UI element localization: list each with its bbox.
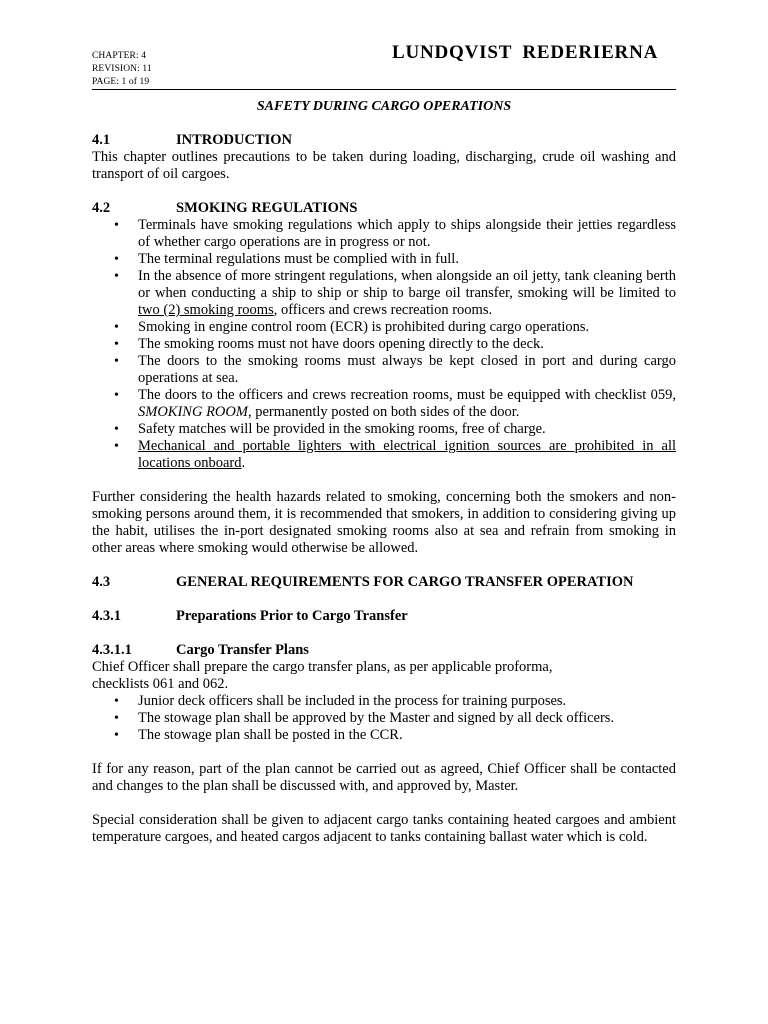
page-number-label: PAGE: 1 of 19 — [92, 77, 150, 87]
section-title: Cargo Transfer Plans — [176, 642, 309, 658]
italic-text: SMOKING ROOM — [138, 404, 248, 420]
section-number: 4.1 — [92, 132, 111, 148]
intro-paragraph: This chapter outlines precautions to be taken during loading, discharging, crude oil washing and transport of oil cargoes. — [92, 149, 676, 182]
section-heading-4-3-1-1 — [92, 642, 676, 659]
bullet-icon: • — [114, 439, 119, 454]
cargo-plan-list — [92, 693, 676, 744]
list-item: • Safety matches will be provided in the smoking rooms, free of charge. — [114, 421, 546, 437]
underlined-text: Mechanical and portable lighters with electrical ignition sources are prohibited in all locations onboard — [138, 438, 676, 471]
list-item: • Terminals have smoking regulations which apply to ships alongside their jetties regardless of whether cargo operations are in progress or not. — [114, 217, 676, 250]
section-title: SMOKING REGULATIONS — [176, 200, 358, 216]
smoking-rules-list — [92, 217, 676, 472]
list-item: • The terminal regulations must be complied with in full. — [114, 251, 459, 267]
list-item: • Smoking in engine control room (ECR) is prohibited during cargo operations. — [114, 319, 590, 335]
bullet-icon: • — [114, 388, 119, 403]
page-title: SAFETY DURING CARGO OPERATIONS — [256, 99, 512, 114]
list-item: • Junior deck officers shall be included in the process for training purposes. — [114, 693, 567, 709]
section-title: GENERAL REQUIREMENTS FOR CARGO TRANSFER OPERATION — [176, 574, 634, 590]
revision-label: REVISION: 11 — [92, 64, 152, 74]
section-heading-4-2 — [92, 200, 676, 217]
bullet-icon: • — [114, 252, 119, 267]
bullet-icon: • — [114, 337, 119, 352]
header-meta — [92, 50, 152, 89]
list-item: • Mechanical and portable lighters with electrical ignition sources are prohibited in all locations onboard. — [114, 438, 676, 471]
list-item: • The stowage plan shall be approved by the Master and signed by all deck officers. — [114, 710, 615, 726]
section-number: 4.2 — [92, 200, 111, 216]
section-number: 4.3.1.1 — [92, 642, 132, 658]
list-item: • The stowage plan shall be posted in the CCR. — [114, 727, 403, 743]
list-item: • The doors to the smoking rooms must always be kept closed in port and during cargo operations at sea. — [114, 353, 676, 386]
bullet-icon: • — [114, 694, 119, 709]
bullet-icon: • — [114, 218, 119, 233]
section-heading-4-3-1 — [92, 608, 676, 625]
section-heading-4-1 — [92, 132, 676, 149]
bullet-icon: • — [114, 711, 119, 726]
bullet-icon: • — [114, 269, 119, 284]
bullet-icon: • — [114, 728, 119, 743]
bullet-icon: • — [114, 354, 119, 369]
list-item: • The smoking rooms must not have doors opening directly to the deck. — [114, 336, 544, 352]
smoking-health-paragraph: Further considering the health hazards related to smoking, concerning both the smokers and non-smoking persons around them, it is recommended that smokers, in addition to considering giving up the habit, utilises the in-port designated smoking rooms also at sea and refrain from smoking in other areas where smoking would otherwise be allowed. — [92, 489, 676, 556]
underlined-text: two (2) smoking rooms — [138, 302, 274, 318]
document-body — [92, 98, 676, 846]
bullet-icon: • — [114, 320, 119, 335]
section-title: Preparations Prior to Cargo Transfer — [176, 608, 408, 624]
section-number: 4.3.1 — [92, 608, 121, 624]
cargo-plan-line: Chief Officer shall prepare the cargo transfer plans, as per applicable proforma, — [92, 659, 553, 675]
plan-change-paragraph: If for any reason, part of the plan cannot be carried out as agreed, Chief Officer shall be contacted and changes to the plan shall be discussed with, and approved by, Master. — [92, 761, 676, 794]
bullet-icon: • — [114, 422, 119, 437]
section-title: INTRODUCTION — [176, 132, 293, 148]
section-number: 4.3 — [92, 574, 111, 590]
company-name: LUNDQVIST REDERIERNA — [392, 42, 659, 63]
chapter-label: CHAPTER: 4 — [92, 51, 147, 61]
header-divider — [92, 89, 676, 90]
heated-cargo-paragraph: Special consideration shall be given to adjacent cargo tanks containing heated cargoes and ambient temperature cargoes, and heated cargos adjacent to tanks containing ballast water which is cold. — [92, 812, 676, 845]
list-item: • The doors to the officers and crews recreation rooms, must be equipped with checklist 059, SMOKING ROOM, permanently posted on both sides of the door. — [114, 387, 676, 420]
list-item: • In the absence of more stringent regulations, when alongside an oil jetty, tank cleaning berth or when conducting a ship to ship or ship to barge oil transfer, smoking will be limited to two (2) smoking rooms, officers and crews recreation rooms. — [114, 268, 676, 318]
section-heading-4-3 — [92, 574, 676, 591]
cargo-plan-line: checklists 061 and 062. — [92, 676, 229, 692]
